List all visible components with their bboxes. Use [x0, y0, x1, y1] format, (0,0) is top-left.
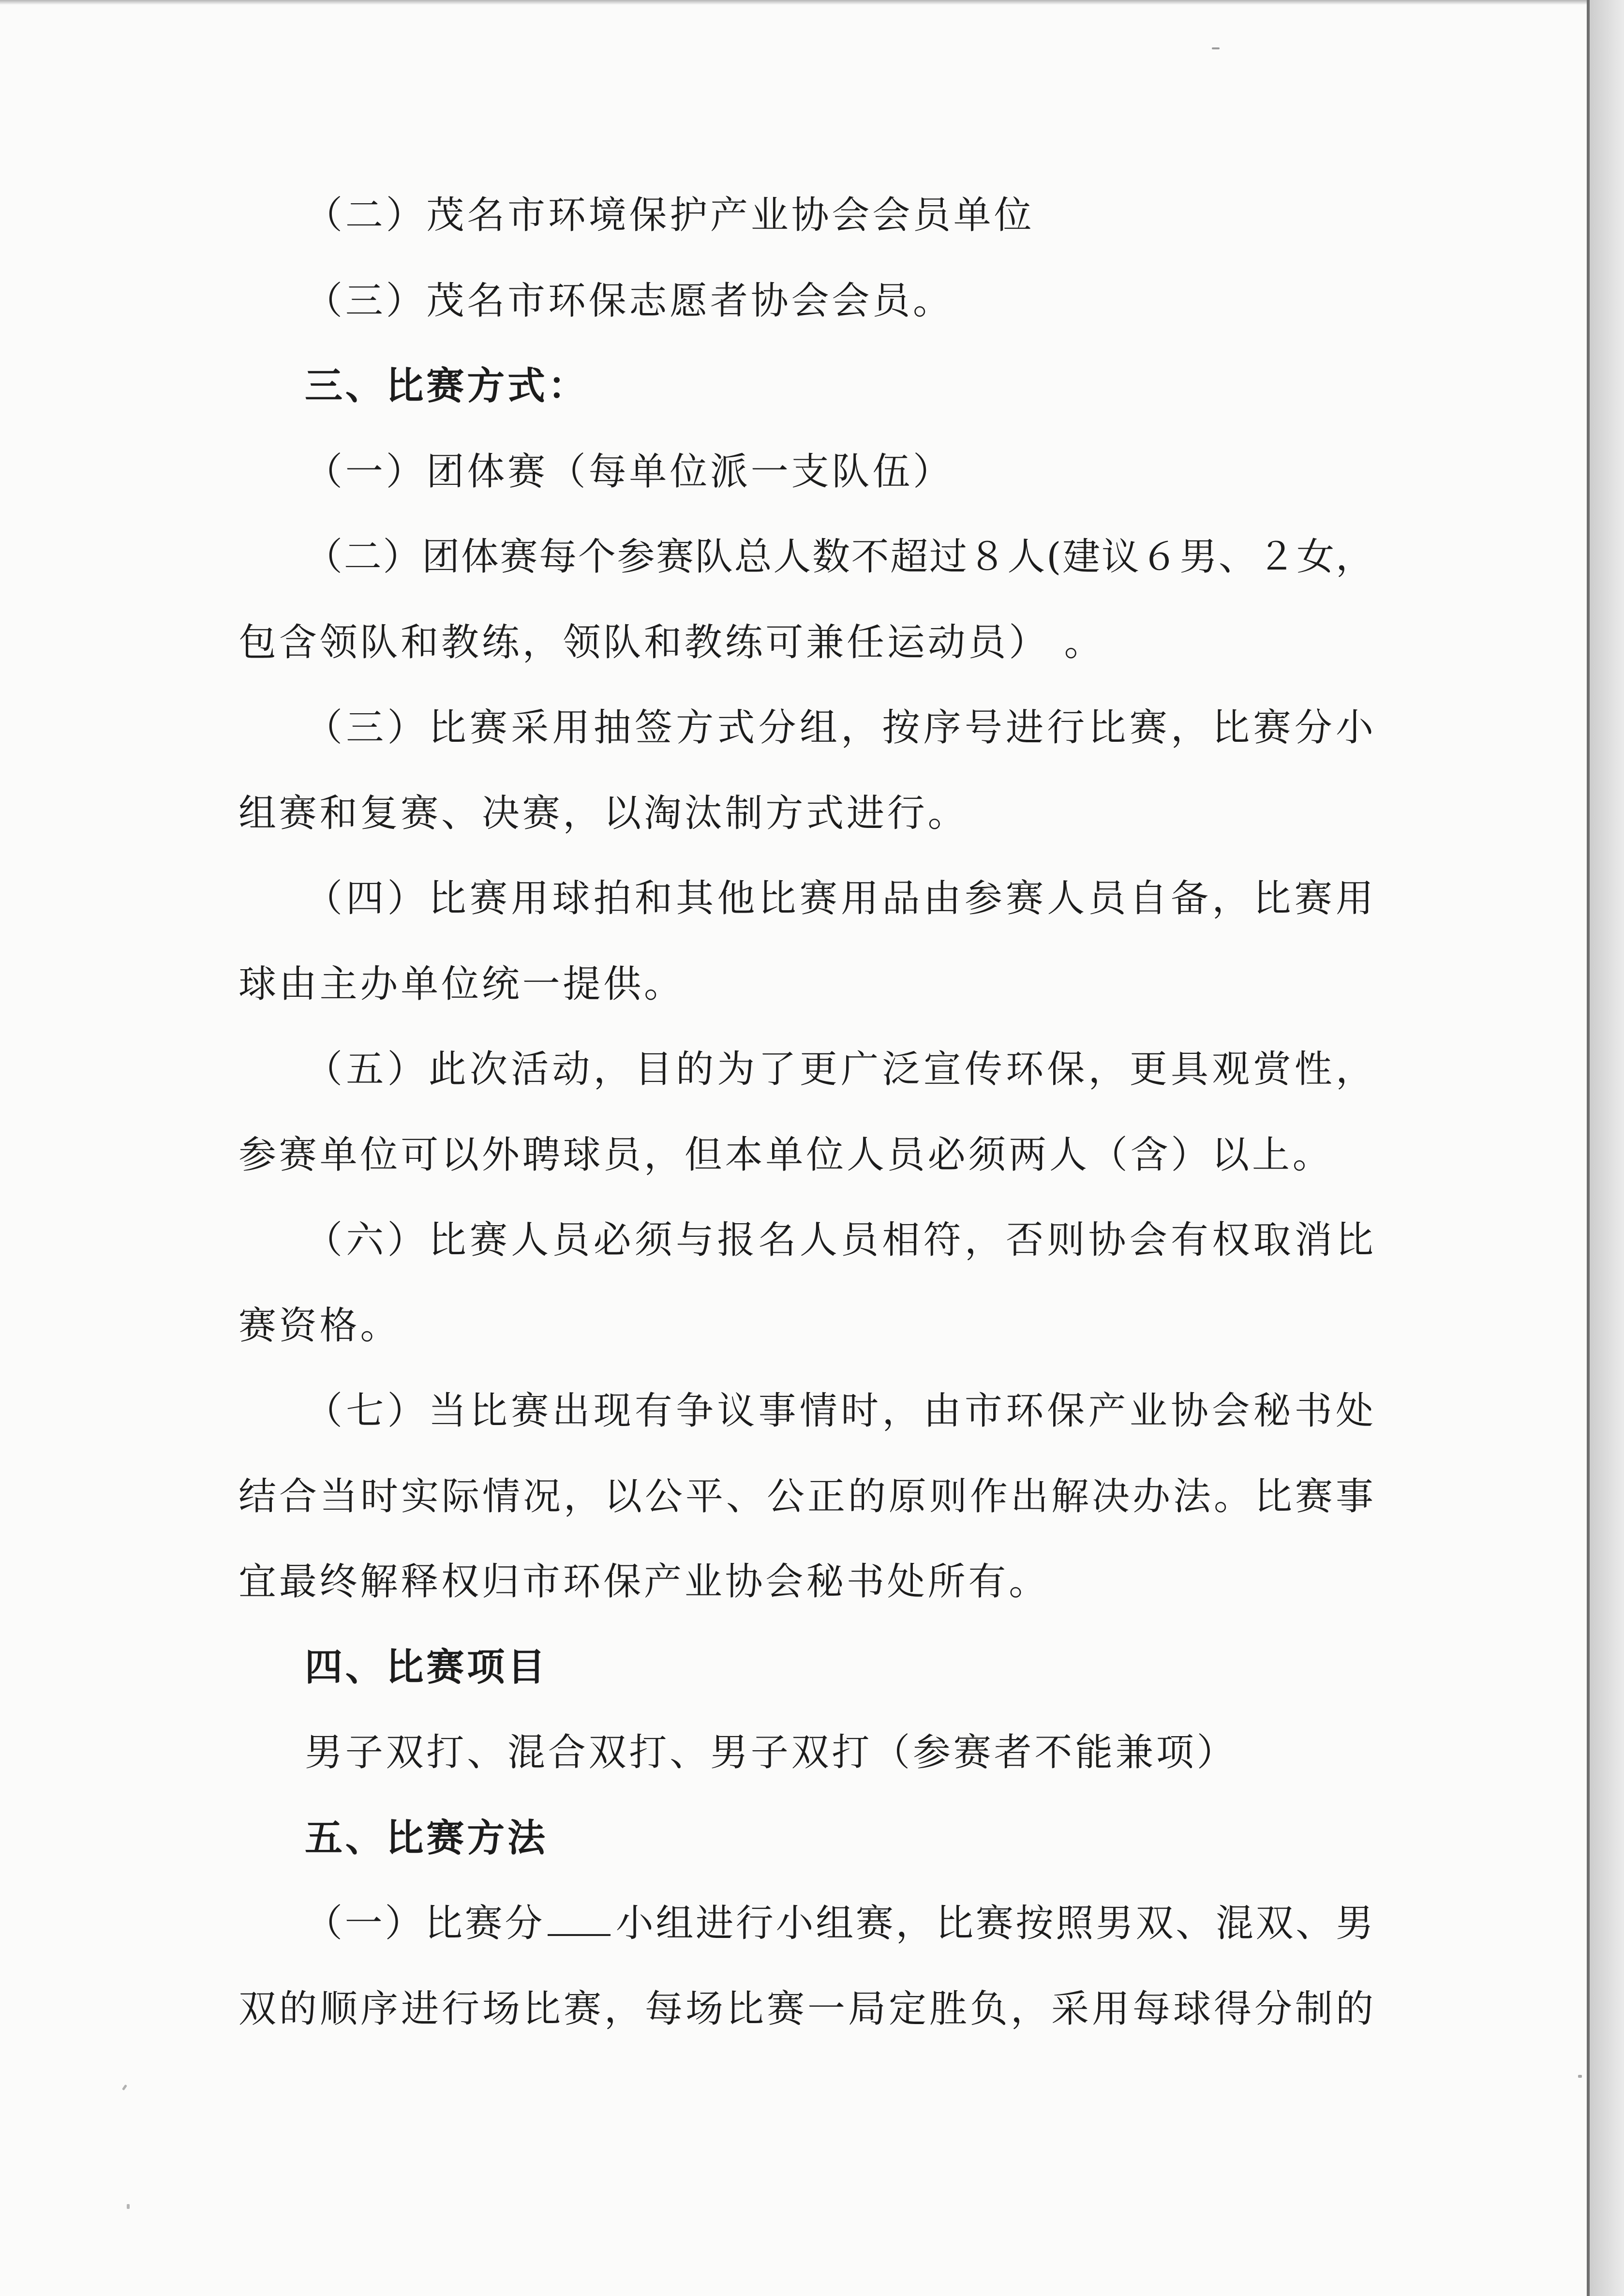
paragraph-line: （五）此次活动，目的为了更广泛宣传环保，更具观赏性， — [305, 1048, 1373, 1091]
scan-speck — [1212, 47, 1220, 49]
paragraph-line: （七）当比赛出现有争议事情时，由市环保产业协会秘书处 — [305, 1389, 1373, 1433]
participant-item: （二）茂名市环境保护产业协会会员单位 — [305, 194, 1035, 237]
paragraph-line: 包含领队和教练，领队和教练可兼任运动员） 。 — [238, 620, 1105, 664]
scan-top-edge — [0, 0, 1587, 5]
section-heading: 四、比赛项目 — [305, 1645, 548, 1689]
paragraph-line: 男子双打、混合双打、男子双打（参赛者不能兼项） — [305, 1731, 1237, 1774]
paragraph-line: 结合当时实际情况，以公平、公正的原则作出解决办法。比赛事 — [238, 1474, 1373, 1518]
text-before-blank: （一）比赛分 — [305, 1902, 545, 1945]
fill-in-blank — [548, 1905, 611, 1936]
paragraph-line: 宜最终解释权归市环保产业协会秘书处所有。 — [238, 1560, 1050, 1604]
paragraph-line: （二）团体赛每个参赛队总人数不超过８人(建议６男、２女， — [305, 535, 1373, 579]
scan-right-shade — [1590, 0, 1624, 2296]
scan-speck — [1578, 2075, 1582, 2078]
paragraph-line: 组赛和复赛、决赛，以淘汰制方式进行。 — [238, 791, 968, 835]
paragraph-line: 赛资格。 — [238, 1304, 401, 1348]
scan-speck — [127, 2204, 130, 2209]
section-heading: 五、比赛方法 — [305, 1816, 548, 1860]
paragraph-line: （一）团体赛（每单位派一支队伍） — [305, 450, 954, 494]
text-after-blank: 小组进行小组赛，比赛按照男双、混双、男 — [613, 1902, 1373, 1945]
participant-item: （三）茂名市环保志愿者协会会员。 — [305, 279, 954, 323]
paragraph-line: 球由主办单位统一提供。 — [238, 962, 685, 1006]
paragraph-line: （四）比赛用球拍和其他比赛用品由参赛人员自备，比赛用 — [305, 877, 1373, 920]
paragraph-line: 参赛单位可以外聘球员，但本单位人员必须两人（含）以上。 — [238, 1133, 1333, 1177]
document-body — [238, 173, 1373, 2052]
section-heading: 三、比赛方式： — [305, 364, 589, 408]
paragraph-line-with-blank — [238, 1881, 1373, 1966]
paragraph-line: （三）比赛采用抽签方式分组，按序号进行比赛，比赛分小 — [305, 706, 1373, 750]
paragraph-line: 双的顺序进行场比赛，每场比赛一局定胜负，采用每球得分制的 — [238, 1987, 1373, 2031]
scan-speck — [122, 2085, 127, 2091]
paragraph-line: （六）比赛人员必须与报名人员相符，否则协会有权取消比 — [305, 1218, 1373, 1262]
